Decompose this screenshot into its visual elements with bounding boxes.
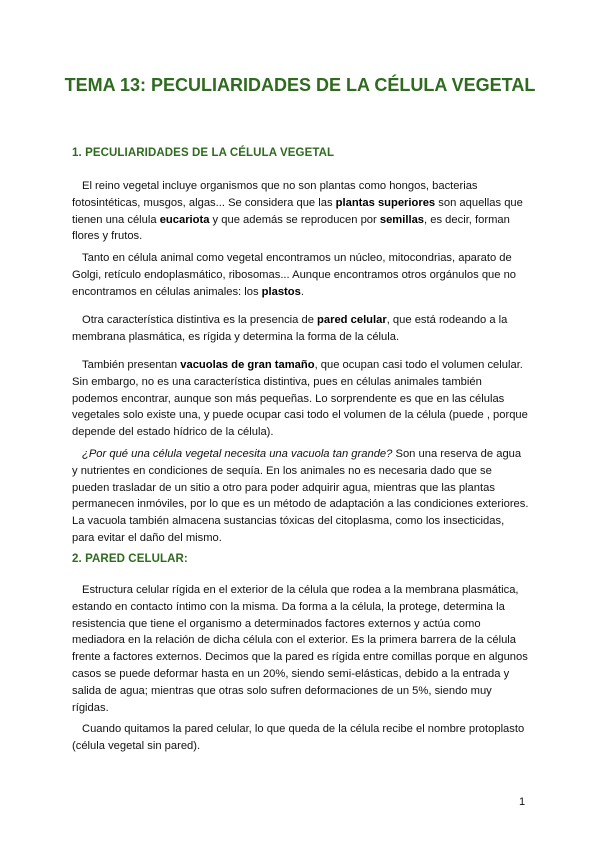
paragraph-plant-kingdom <box>72 178 529 245</box>
page-number: 1 <box>519 796 526 808</box>
text-run: Tanto en célula animal como vegetal encontramos un núcleo, mitocondrias, aparato de Golgi, retículo endoplasmático, ribosomas... Aunque encontramos otros orgánulos que no encontramos en células animales: los <box>72 252 517 298</box>
text-run: , que está rodeando a la membrana plasmática, es rígida y determina la forma de la célula. <box>72 314 508 343</box>
page-title: TEMA 13: PECULIARIDADES DE LA CÉLULA VEGETAL <box>64 75 536 95</box>
text-run: Cuando quitamos la pared celular, lo que queda de la célula recibe el nombre protoplasto (célula vegetal sin pared). <box>72 723 525 752</box>
bold-term-semillas: semillas <box>379 213 425 226</box>
text-run: . <box>300 285 304 298</box>
text-run: Otra característica distintiva es la presencia de <box>82 314 318 326</box>
text-run: Son una reserva de agua y nutrientes en condiciones de sequía. En los animales no es necesaria dado que se pueden trasladar de un sitio a otro para poder adquirir agua, mientras que las plantas permanecen inmóviles, por lo que es un método de adaptación a las condiciones exteriores. La vacuola también almacena sustancias tóxicas del citoplasma, como los insecticidas, para evitar el daño del mismo. <box>72 448 529 544</box>
italic-question: ¿Por qué una célula vegetal necesita una vacuola tan grande? <box>82 448 393 460</box>
section-heading-2: 2. PARED CELULAR: <box>72 553 188 565</box>
text-run: El reino vegetal incluye organismos que no son plantas como hongos, bacterias fotosintéticas, musgos, algas... Se considera que las <box>72 180 478 209</box>
paragraph-protoplast <box>72 721 529 755</box>
paragraph-vacuoles <box>72 357 529 441</box>
text-run: son aquellas que tienen una célula <box>72 196 523 226</box>
section-heading-1: 1. PECULIARIDADES DE LA CÉLULA VEGETAL <box>72 147 335 159</box>
text-run: y que además se reproducen por <box>209 213 380 226</box>
bold-term-pared-celular: pared celular <box>317 314 387 326</box>
paragraph-cell-wall <box>72 312 529 346</box>
paragraph-organelles <box>72 250 529 300</box>
paragraph-wall-structure <box>72 582 529 716</box>
bold-term-plantas-superiores: plantas superiores <box>335 196 436 209</box>
paragraph-vacuole-question <box>72 446 529 547</box>
bold-term-vacuolas: vacuolas de gran tamaño <box>180 359 315 371</box>
text-run: , que ocupan casi todo el volumen celular. Sin embargo, no es una característica distintiva, pues en células animales también podemos encontrar, aunque son más pequeñas. Lo sorprendente es que en las células vegetales solo existe una, y puede ocupar casi todo el volumen de la célula (puede , porque depende del estado hídrico de la célula). <box>72 359 528 439</box>
text-run: Estructura celular rígida en el exterior de la célula que rodea a la membrana plasmática, estando en contacto íntimo con la misma. Da forma a la célula, la protege, determina la resistencia que tiene el organismo a determinados factores externos y actúa como mediadora en la relación de dicha célula con el exterior. Es la primera barrera de la célula frente a factores externos. Decimos que la pared es rígida entre comillas porque en algunos casos se puede deformar hasta en un 20%, siendo semi-elásticas, debido a la entrada y salida de agua; mientras que otras solo sufren deformaciones de un 5%, siendo muy rígidas. <box>72 584 528 714</box>
text-run: , es decir, forman flores y frutos. <box>72 213 510 243</box>
bold-term-plastos: plastos <box>261 285 301 298</box>
bold-term-eucariota: eucariota <box>159 213 210 226</box>
text-run: También presentan <box>82 359 181 371</box>
